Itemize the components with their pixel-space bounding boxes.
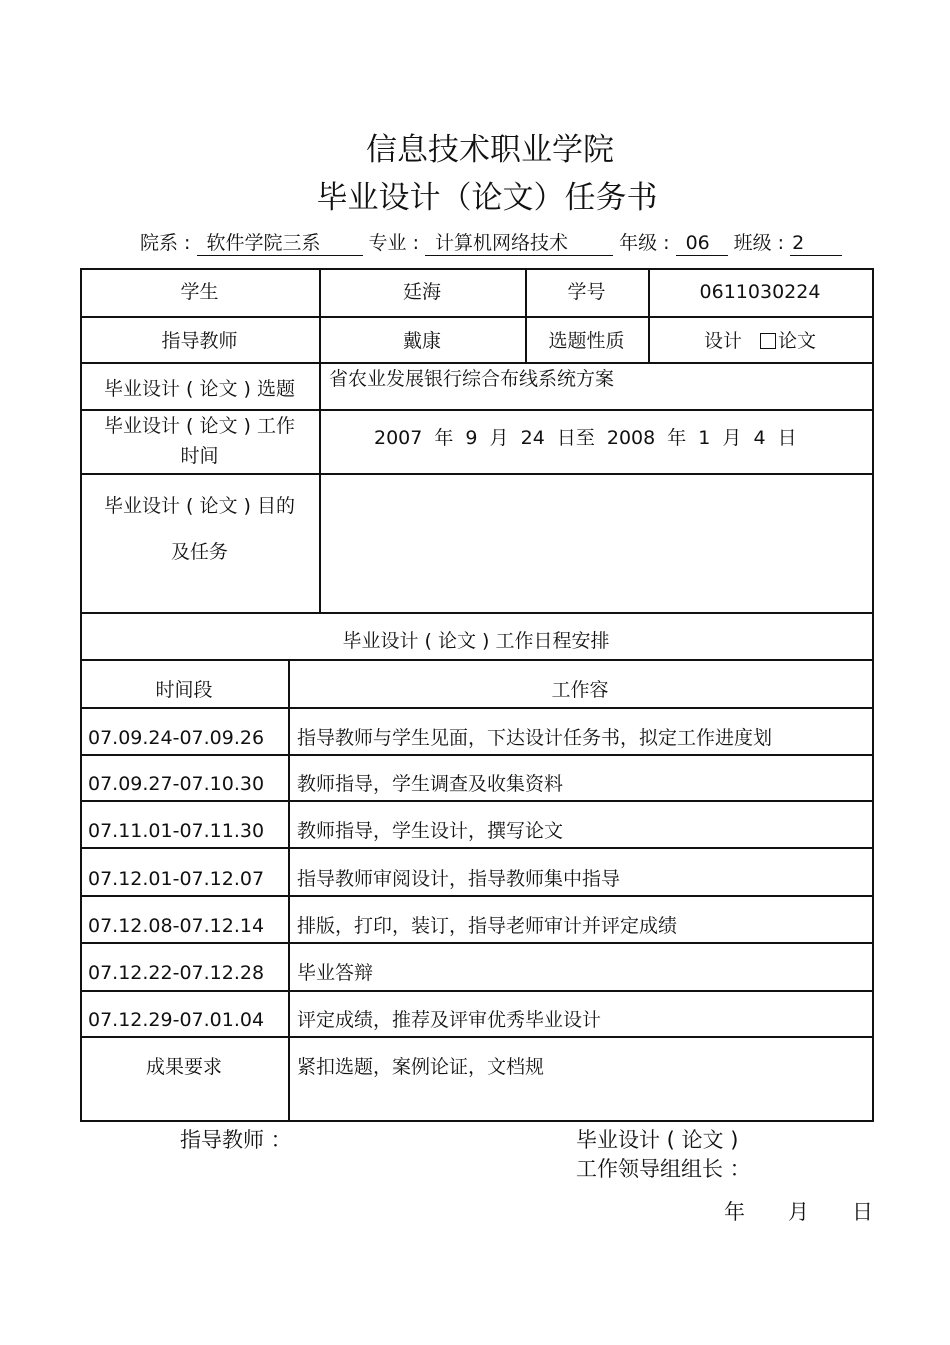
meta-line — [140, 228, 842, 256]
teacher-signature-label: 指导教师 ： — [180, 1128, 292, 1152]
schedule-row-period: 07.12.22-07.12.28 — [88, 962, 265, 984]
topic-value: 省农业发展银行综合布线系统方案 — [329, 368, 615, 390]
topic-type-thesis: 论文 — [778, 330, 817, 352]
purpose-label — [80, 484, 319, 574]
student-id-label: 学号 — [567, 281, 606, 303]
date-day-label: 日 — [852, 1200, 873, 1224]
column-header-period: 时间段 — [155, 679, 213, 701]
purpose-label-line1: 毕业设计 ( 论文 ) 目的 — [104, 495, 295, 517]
document-title: 毕业设计（论文）任务书 — [316, 180, 658, 216]
dept-label: 院系 : — [140, 232, 191, 254]
schedule-row-period: 07.11.01-07.11.30 — [88, 820, 265, 842]
student-id-value: 0611030224 — [699, 281, 821, 303]
date-year-label: 年 — [724, 1200, 745, 1224]
column-header-work: 工作容 — [551, 679, 609, 701]
student-label: 学生 — [180, 281, 219, 303]
work-time-label-line2: 时间 — [180, 445, 219, 467]
result-value: 紧扣选题，案例论证，文档规 — [297, 1056, 545, 1078]
work-time-value: 2007 年 9 月 24 日至 2008 年 1 月 4 日 — [374, 427, 797, 449]
result-label: 成果要求 — [145, 1056, 222, 1078]
topic-type-options — [648, 316, 872, 366]
topic-type-design: 设计 — [703, 330, 742, 352]
table-rule — [80, 1120, 874, 1122]
schedule-row-work: 指导教师审阅设计，指导教师集中指导 — [297, 868, 621, 890]
school-name: 信息技术职业学院 — [366, 132, 614, 168]
date-month-label: 月 — [788, 1200, 809, 1224]
major-label: 专业 : — [368, 232, 419, 254]
schedule-row-period: 07.09.27-07.10.30 — [88, 773, 265, 795]
group-leader-label-line1: 毕业设计 ( 论文 ) — [576, 1128, 739, 1152]
class-value: 2 — [790, 231, 842, 256]
schedule-row-work: 排版，打印，装订，指导老师审计并评定成绩 — [297, 915, 678, 937]
work-time-label-line1: 毕业设计 ( 论文 ) 工作 — [104, 415, 295, 437]
grade-value: 06 — [676, 231, 728, 256]
schedule-title: 毕业设计 ( 论文 ) 工作日程安排 — [342, 630, 610, 652]
schedule-row-work: 教师指导，学生调查及收集资料 — [297, 773, 564, 795]
topic-label: 毕业设计 ( 论文 ) 选题 — [104, 378, 295, 400]
topic-type-label: 选题性质 — [548, 330, 625, 352]
schedule-row-work: 评定成绩，推荐及评审优秀毕业设计 — [297, 1009, 602, 1031]
grade-label: 年级 : — [619, 232, 670, 254]
major-value: 计算机网络技术 — [425, 231, 613, 256]
schedule-row-period: 07.12.08-07.12.14 — [88, 915, 265, 937]
purpose-label-line2: 及任务 — [170, 541, 228, 563]
checkbox-icon — [760, 333, 776, 349]
group-leader-label-line2: 工作领导组组长 ： — [576, 1157, 751, 1181]
table-rule — [80, 612, 874, 614]
schedule-row-period: 07.09.24-07.09.26 — [88, 727, 265, 749]
teacher-name: 戴康 — [402, 330, 441, 352]
student-name: 廷海 — [402, 281, 441, 303]
table-rule — [288, 659, 290, 1121]
schedule-row-work: 教师指导，学生设计，撰写论文 — [297, 820, 564, 842]
schedule-row-period: 07.12.01-07.12.07 — [88, 868, 265, 890]
schedule-row-work: 指导教师与学生见面，下达设计任务书，拟定工作进度划 — [297, 727, 773, 749]
class-label: 班级 : — [733, 232, 785, 254]
schedule-row-work: 毕业答辩 — [297, 962, 374, 984]
schedule-row-period: 07.12.29-07.01.04 — [88, 1009, 265, 1031]
table-rule — [80, 473, 874, 475]
work-time-label — [80, 409, 319, 473]
table-rule — [872, 268, 874, 1121]
teacher-label: 指导教师 — [161, 330, 238, 352]
dept-value: 软件学院三系 — [197, 231, 363, 256]
